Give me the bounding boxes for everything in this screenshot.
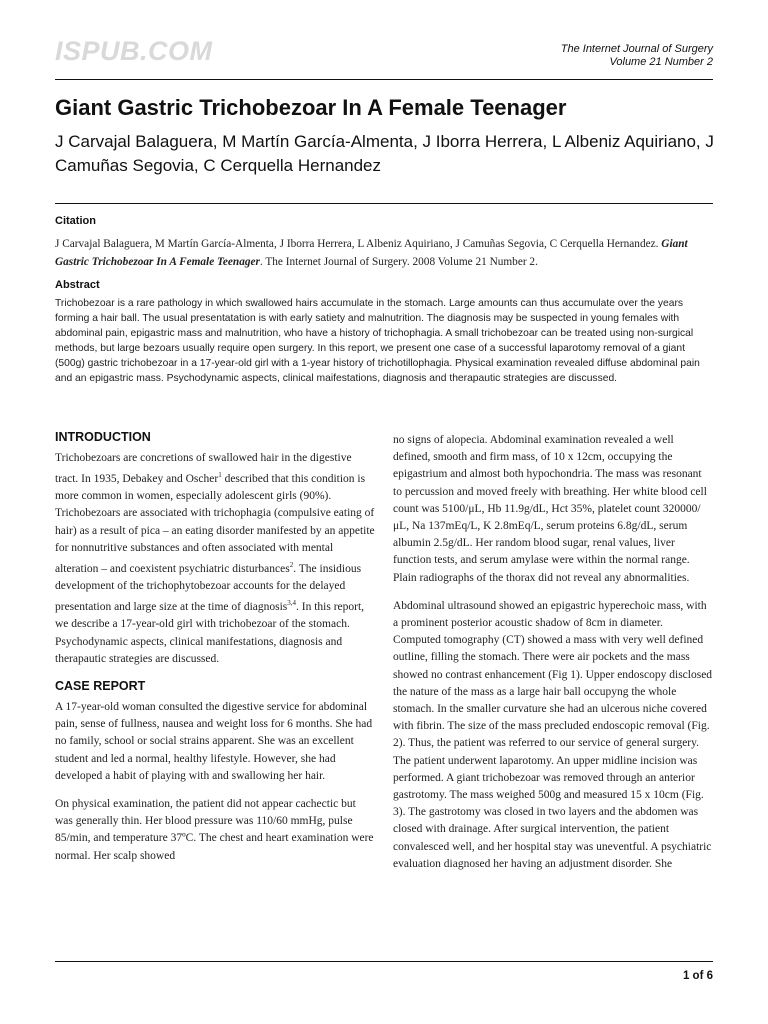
journal-name: The Internet Journal of Surgery — [560, 43, 713, 55]
citation-text — [55, 235, 715, 271]
page-number: 1 of 6 — [682, 970, 713, 982]
header-divider — [55, 79, 713, 80]
intro-text-b: described that this condition is more common in women, especially adolescent girls (90%). Trichobezoars are associated with trichophagia (compulsive eating of hair) as a result of pica – an eating disorder manifested by an appetite for nonnutritive substances and often associated with mental alteration – and coexistent psychiatric disturbances — [55, 473, 375, 575]
introduction-paragraph — [55, 450, 375, 668]
introduction-heading: INTRODUCTION — [55, 430, 151, 444]
journal-info — [561, 43, 713, 69]
authors-divider — [55, 203, 713, 204]
case-report-paragraph-1: A 17-year-old woman consulted the digestive service for abdominal pain, sense of fullness, nausea and weight loss for 6 months. She had no family, school or social strains apparent. She was an excellent student and led a normal, healthy lifestyle. However, she had developed a habit of playing with and swallowing her hair. — [55, 700, 373, 782]
article-authors: J Carvajal Balaguera, M Martín García-Almenta, J Iborra Herrera, L Albeniz Aquiriano, J Camuñas Segovia, C Cerquella Hernandez — [55, 132, 714, 175]
case-report-heading: CASE REPORT — [55, 678, 146, 693]
citation-prefix: J Carvajal Balaguera, M Martín García-Almenta, J Iborra Herrera, L Albeniz Aquiriano, J Camuñas Segovia, C Cerquella Hernandez. — [55, 238, 662, 250]
citation-title: Giant Gastric Trichobezoar In A Female Teenager — [55, 238, 688, 268]
abstract-label: Abstract — [55, 279, 100, 291]
intro-text-d: . In this report, we describe a 17-year-old girl with trichobezoar of the stomach. Psychodynamic aspects, clinical manifestations, diagnosis and therapautic strategies are discussed. — [55, 601, 365, 665]
reference-2[interactable]: 2 — [289, 561, 294, 570]
citation-label: Citation — [55, 215, 96, 227]
case-report-paragraph-4: Abdominal ultrasound showed an epigastric hyperechoic mass, with a prominent posterior acoustic shadow of 8cm in diameter. Computed tomography (CT) showed a mass with very well defined outline, filling the stomach. There were air pockets and the mass showed no contrast enhancement (Fig 1). Upper endoscopy disclosed the nature of the mass as a large hair ball occupyng the whole stomach. In the smaller curvature she had an ulcerous niche covered with fibrin. The size of the mass precluded endoscopic removal (Fig. 2). Thus, the patient was referred to our service of general surgery. The patient underwent laparotomy. An upper midline incision was performed. A giant trichobezoar was removed through an anterior gastrotomy. The mass weighed 500g and measured 15 x 10cm (Fig. 3). The gastrotomy was closed in two layers and the abdomen was closed with drainage. After surgical intervention, the patient convalesced well, and her hospital stay was uneventful. A psychiatric evaluation diagnosed her having an adjustment disorder. She — [393, 599, 713, 870]
site-logo[interactable]: ISPUB.COM — [55, 36, 213, 66]
case-report-paragraph-2: On physical examination, the patient did not appear cachectic but was generally thin. Her blood pressure was 110/60 mmHg, pulse 85/min, and temperature 37ºC. The chest and heart examination were normal. Her scalp showed — [55, 797, 374, 862]
case-report-paragraph-3: no signs of alopecia. Abdominal examination revealed a well defined, smooth and firm mass, of 10 x 12cm, occupying the epigastrium and almost both hypochondria. The mass was resonant to percussion and moved freely with breathing. Her white blood cell count was 5100/μL, Hb 11.9g/dL, Hct 35%, platelet count 320000/μL, Na 137mEq/L, K 2.8mEq/L, serum proteins 6.8g/dL, serum albumin 2.5g/dL. Her random blood sugar, renal values, liver function tests, and serum amylase were within the normal range. Plain radiographs of the thorax did not reveal any abnormalities. — [393, 434, 707, 584]
reference-1[interactable]: 1 — [218, 471, 222, 480]
right-column — [393, 432, 713, 884]
journal-volume: Volume 21 Number 2 — [609, 56, 713, 68]
abstract-text: Trichobezoar is a rare pathology in which swallowed hairs accumulate in the stomach. Large amounts can thus accumulate over the years forming a hair ball. The usual presentatation is with early satiety and malnutrition. The diagnosis may be suspected in young females with abdominal pain, epigastric mass and malnutrition, who have a history of trichophagia. A small trichobezoar can be treated using non-surgical methods, but large bezoars usually require open surgery. In this report, we present one case of a successful laparotomy removal of a giant (500g) gastric trichobezoar in a 17-year-old girl with a 1-year history of trichotillophagia. Physical examination revealed diffuse abdominal pain and an epigastric mass. Psychodynamic aspects, clinical maifestations, diagnosis and therapautic strategies are discussed. — [55, 298, 700, 384]
left-column — [55, 430, 375, 876]
intro-text-a: Trichobezoars are concretions of swallowed hair in the digestive tract. In 1935, Debakey and Oscher — [55, 452, 352, 486]
footer-divider — [55, 961, 713, 962]
intro-text-c: . The insidious development of the trichophytobezoar accounts for the delayed presentation and large size at the time of diagnosis — [55, 562, 362, 614]
article-title: Giant Gastric Trichobezoar In A Female Teenager — [55, 95, 567, 120]
reference-3-4[interactable]: 3,4 — [287, 599, 297, 608]
citation-suffix: . The Internet Journal of Surgery. 2008 Volume 21 Number 2. — [259, 256, 538, 268]
